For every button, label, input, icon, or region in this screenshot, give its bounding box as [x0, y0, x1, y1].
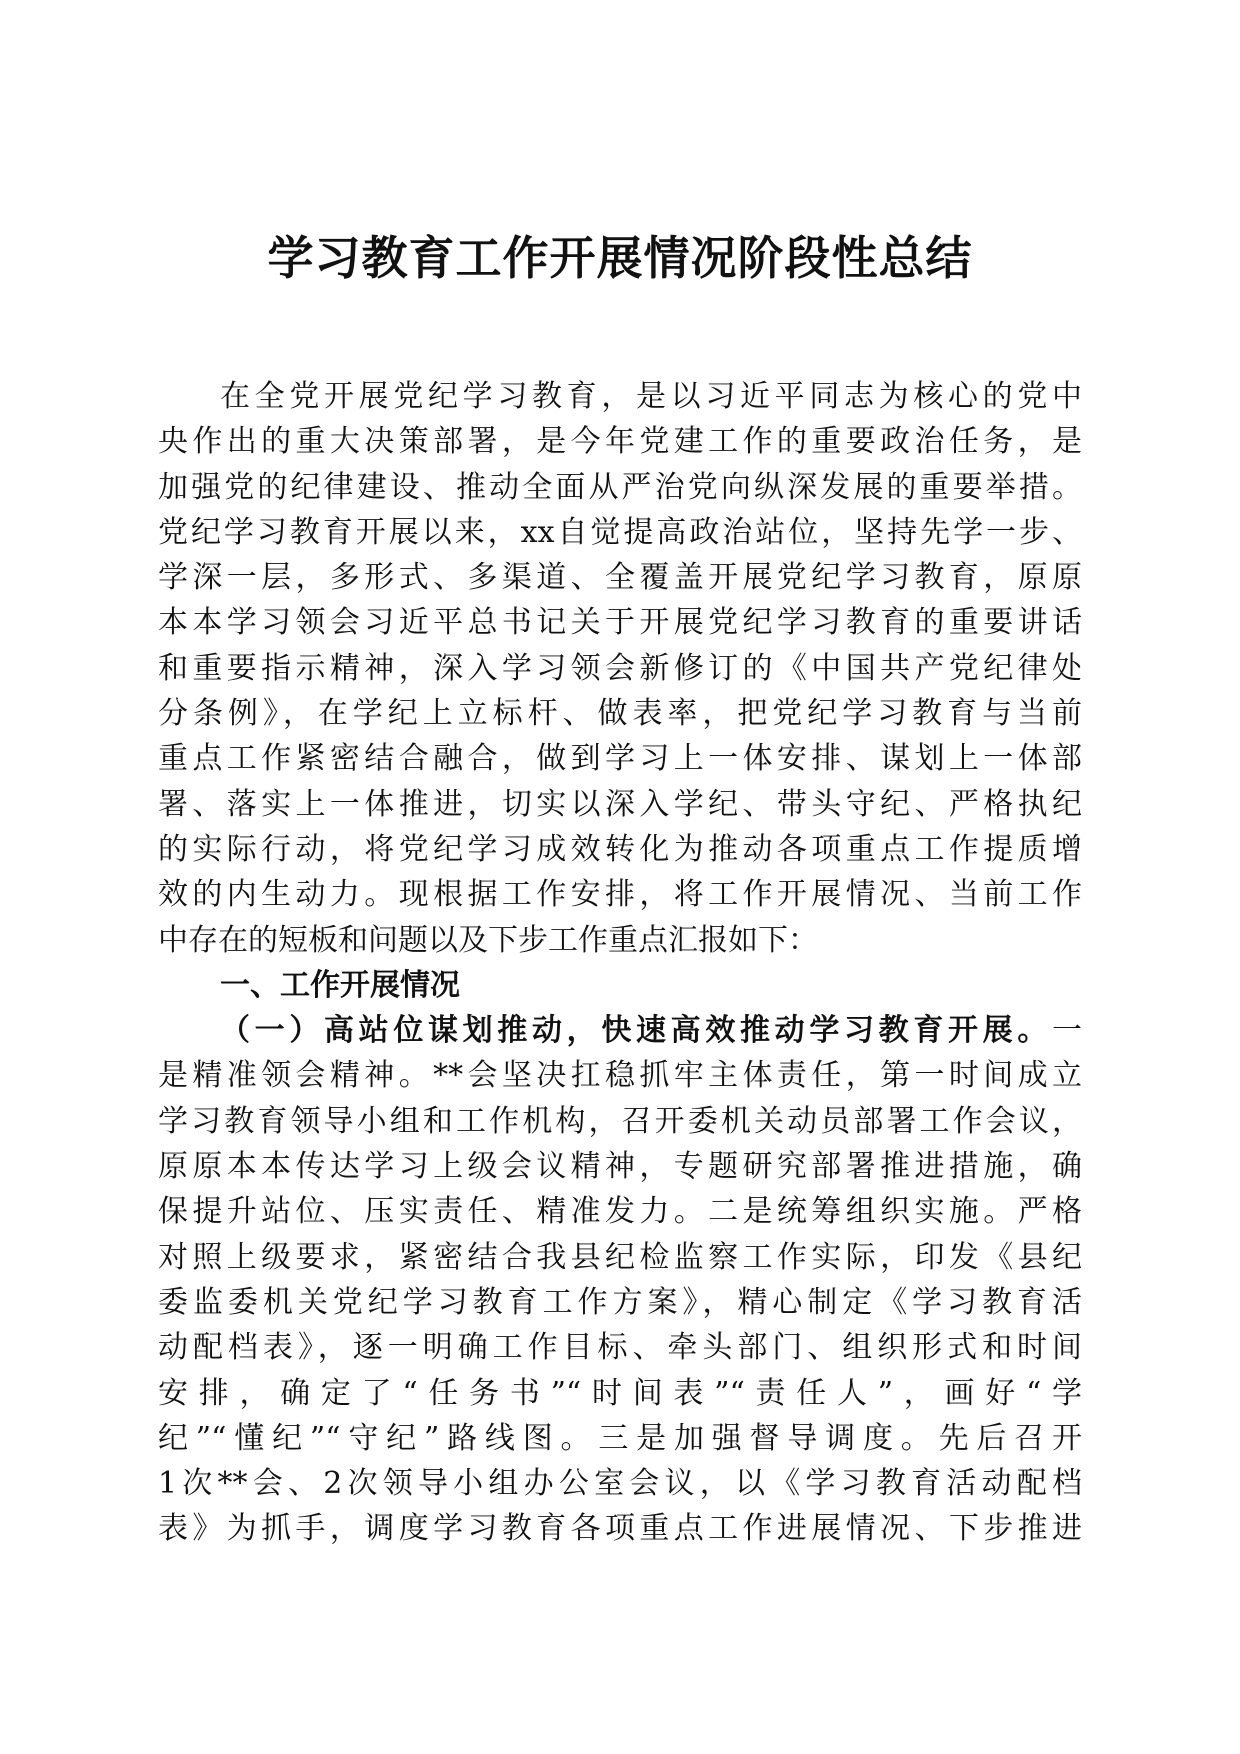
- subsection-first-line: [158, 1008, 1082, 1053]
- subsection-first-line-tail: 一: [1052, 1013, 1082, 1049]
- subsection-line: 纪”“懂纪”“守纪”路线图。三是加强督导调度。先后召开: [158, 1420, 1082, 1456]
- intro-line: 中存在的短板和问题以及下步工作重点汇报如下：: [158, 922, 818, 958]
- intro-line: 分条例》，在学纪上立标杆、做表率，把党纪学习教育与当前: [158, 696, 1082, 732]
- intro-line: 本本学习领会习近平总书记关于开展党纪学习教育的重要讲话: [158, 605, 1082, 641]
- intro-line: 效的内生动力。现根据工作安排，将工作开展情况、当前工作: [158, 877, 1082, 913]
- intro-line: 党纪学习教育开展以来，xx自觉提高政治站位，坚持先学一步、: [158, 514, 1082, 550]
- subsection-line: 表》为抓手，调度学习教育各项重点工作进展情况、下步推进: [158, 1511, 1082, 1547]
- document-body: [158, 374, 1082, 1552]
- subsection-line: 委监委机关党纪学习教育工作方案》，精心制定《学习教育活: [158, 1284, 1082, 1320]
- subsection-heading: （一）高站位谋划推动，快速高效推动学习教育开展。: [220, 1013, 1052, 1049]
- subsection-line: 安排，确定了“任务书”“时间表”“责任人”，画好“学: [158, 1375, 1082, 1411]
- subsection-line: 保提升站位、压实责任、精准发力。二是统筹组织实施。严格: [158, 1194, 1082, 1230]
- intro-line: 学深一层，多形式、多渠道、全覆盖开展党纪学习教育，原原: [158, 560, 1082, 596]
- subsection-line: 动配档表》，逐一明确工作目标、牵头部门、组织形式和时间: [158, 1330, 1082, 1366]
- intro-line: 加强党的纪律建设、推动全面从严治党向纵深发展的重要举措。: [158, 469, 1082, 505]
- subsection-line: 1次**会、2次领导小组办公室会议，以《学习教育活动配档: [158, 1466, 1082, 1502]
- subsection-line: 对照上级要求，紧密结合我县纪检监察工作实际，印发《县纪: [158, 1239, 1082, 1275]
- intro-line: 的实际行动，将党纪学习成效转化为推动各项重点工作提质增: [158, 831, 1082, 867]
- intro-line: 署、落实上一体推进，切实以深入学纪、带头守纪、严格执纪: [158, 786, 1082, 822]
- section-heading: 一、工作开展情况: [220, 967, 460, 1003]
- document-title: 学习教育工作开展情况阶段性总结: [267, 231, 973, 285]
- intro-line: 在全党开展党纪学习教育，是以习近平同志为核心的党中: [220, 379, 1082, 414]
- subsection-line: 原原本本传达学习上级会议精神，专题研究部署推进措施，确: [158, 1149, 1082, 1185]
- intro-line: 央作出的重大决策部署，是今年党建工作的重要政治任务，是: [158, 424, 1082, 460]
- subsection-line: 学习教育领导小组和工作机构，召开委机关动员部署工作会议，: [158, 1103, 1082, 1139]
- intro-line: 和重要指示精神，深入学习领会新修订的《中国共产党纪律处: [158, 650, 1082, 686]
- intro-line: 重点工作紧密结合融合，做到学习上一体安排、谋划上一体部: [158, 741, 1082, 777]
- subsection-line: 是精准领会精神。**会坚决扛稳抓牢主体责任，第一时间成立: [158, 1058, 1082, 1094]
